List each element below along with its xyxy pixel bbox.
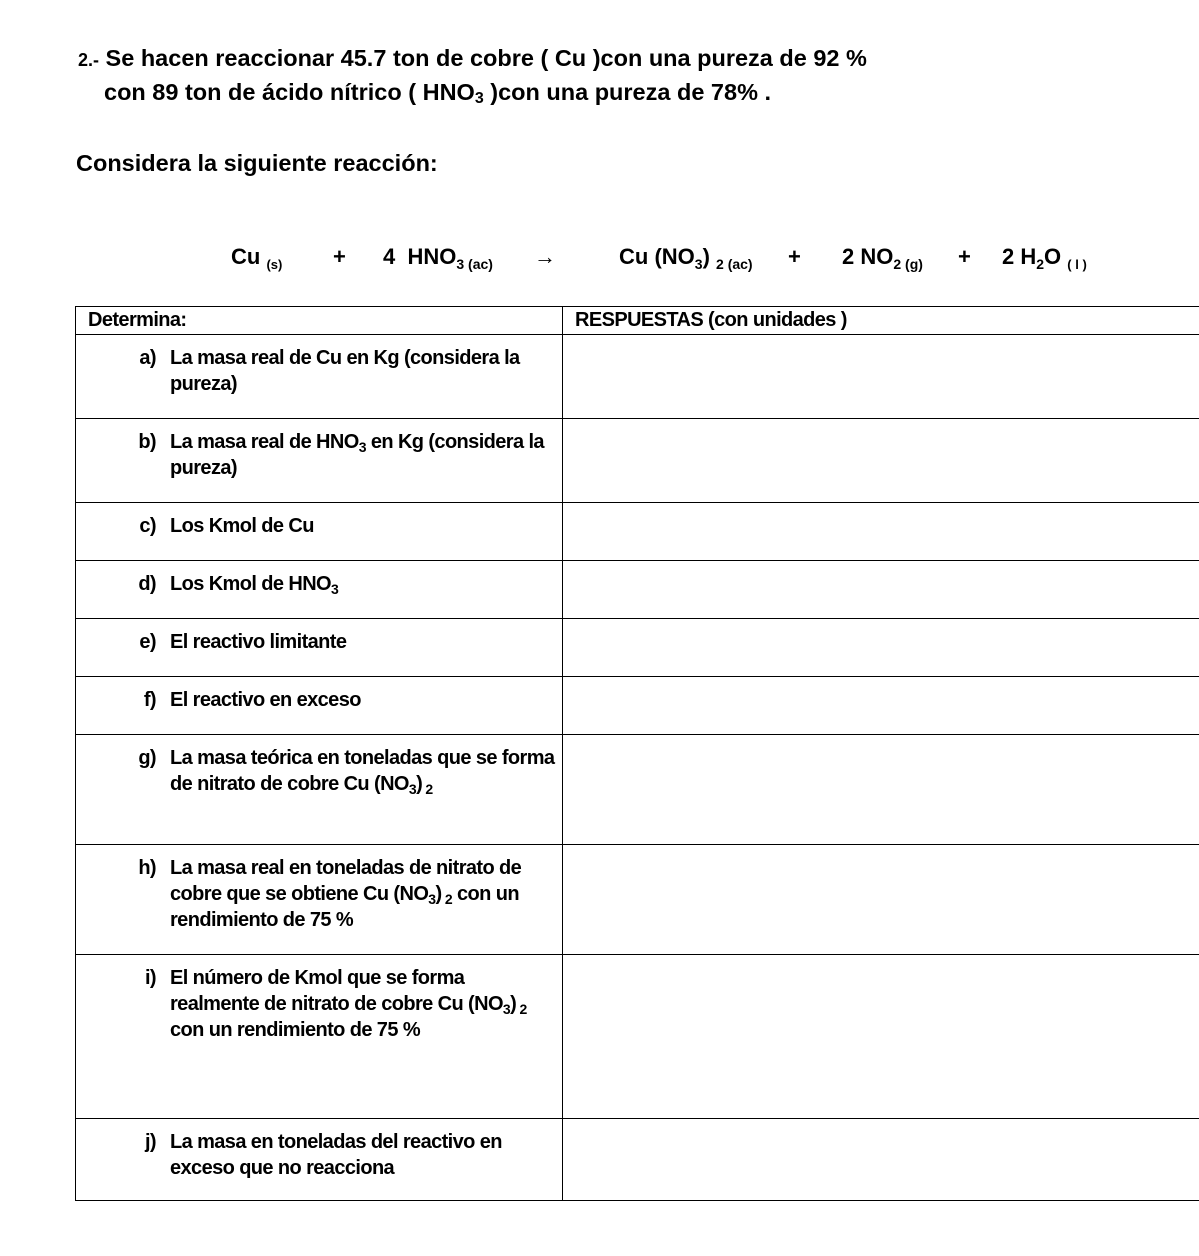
problem-line-2-text: con 89 ton de ácido nítrico ( HNO (104, 79, 475, 105)
problem-line-1: Se hacen reaccionar 45.7 ton de cobre ( Cu )con una pureza de 92 % (105, 45, 867, 71)
table-row (76, 503, 1199, 561)
row-question: La masa real de $HNO_3$ en Kg (considera la pureza) (170, 431, 544, 479)
table-row (76, 735, 1199, 845)
row-letter: i) (144, 967, 156, 989)
eq-plus-3: + (958, 244, 971, 269)
row-letter: b) (138, 431, 156, 453)
problem-line-2-sub: 3 (474, 90, 484, 107)
answer-cell[interactable] (563, 619, 1199, 677)
table-row (76, 561, 1199, 619)
row-letter: j) (144, 1131, 156, 1153)
row-letter: c) (139, 515, 156, 537)
table-row (76, 335, 1199, 419)
eq-cuno3: Cu $(NO_3)$ $_{2 (ac)}$ (619, 244, 753, 272)
table-row (76, 1119, 1199, 1201)
table-row (76, 845, 1199, 955)
consider-heading: Considera la siguiente reacción: (76, 150, 438, 176)
row-question: La masa real de Cu en Kg (considera la pureza) (170, 347, 520, 395)
answer-cell[interactable] (563, 503, 1199, 561)
eq-plus-2: + (788, 244, 801, 269)
row-letter: g) (138, 747, 156, 769)
answer-cell[interactable] (563, 845, 1199, 955)
answer-cell[interactable] (563, 1119, 1199, 1201)
row-question: Los Kmol de Cu (170, 515, 314, 537)
row-letter: f) (143, 689, 156, 711)
row-question: El número de Kmol que se forma realmente de nitrato de cobre Cu $(NO_3)$ $_2$ con un rendimiento de 75 % (170, 967, 527, 1041)
header-respuestas: RESPUESTAS (con unidades ) (563, 307, 1199, 335)
row-question: El reactivo limitante (170, 631, 347, 653)
answers-table (75, 306, 1199, 1201)
answer-cell[interactable] (563, 735, 1199, 845)
eq-arrow: → (534, 244, 556, 269)
eq-no2: 2 $NO_{2 (g)}$ (842, 244, 923, 272)
table-row (76, 619, 1199, 677)
problem-number: 2.- (78, 50, 100, 70)
table-row (76, 677, 1199, 735)
row-question: La masa teórica en toneladas que se forma de nitrato de cobre Cu $(NO_3)$ $_2$ (170, 747, 555, 797)
answer-cell[interactable] (563, 335, 1199, 419)
row-question: La masa real en toneladas de nitrato de cobre que se obtiene Cu $(NO_3)$ $_2$ con un rendimiento de 75 % (170, 857, 522, 931)
row-letter: d) (138, 573, 156, 595)
chemical-equation (0, 244, 1199, 280)
problem-statement (78, 42, 867, 115)
row-letter: a) (139, 347, 156, 369)
row-question: La masa en toneladas del reactivo en exceso que no reacciona (170, 1131, 502, 1179)
row-question: El reactivo en exceso (170, 689, 361, 711)
table-row (76, 419, 1199, 503)
answer-cell[interactable] (563, 561, 1199, 619)
table-row (76, 955, 1199, 1119)
header-determina: Determina: (76, 307, 563, 335)
row-question: Los Kmol de $HNO_3$ (170, 573, 339, 597)
eq-hno3: 4 $HNO_{3 (ac)}$ (383, 244, 493, 272)
table-header-row (76, 307, 1199, 335)
eq-plus-1: + (333, 244, 346, 269)
row-letter: e) (139, 631, 156, 653)
answer-cell[interactable] (563, 677, 1199, 735)
answer-cell[interactable] (563, 955, 1199, 1119)
answer-cell[interactable] (563, 419, 1199, 503)
eq-h2o: 2 $H_2O$ $_{( l )}$ (1002, 244, 1087, 272)
row-letter: h) (138, 857, 156, 879)
eq-cu: Cu $_{(s)}$ (231, 244, 283, 272)
problem-line-2 (78, 76, 867, 115)
problem-line-2-end: )con una pureza de 78% . (483, 79, 772, 105)
